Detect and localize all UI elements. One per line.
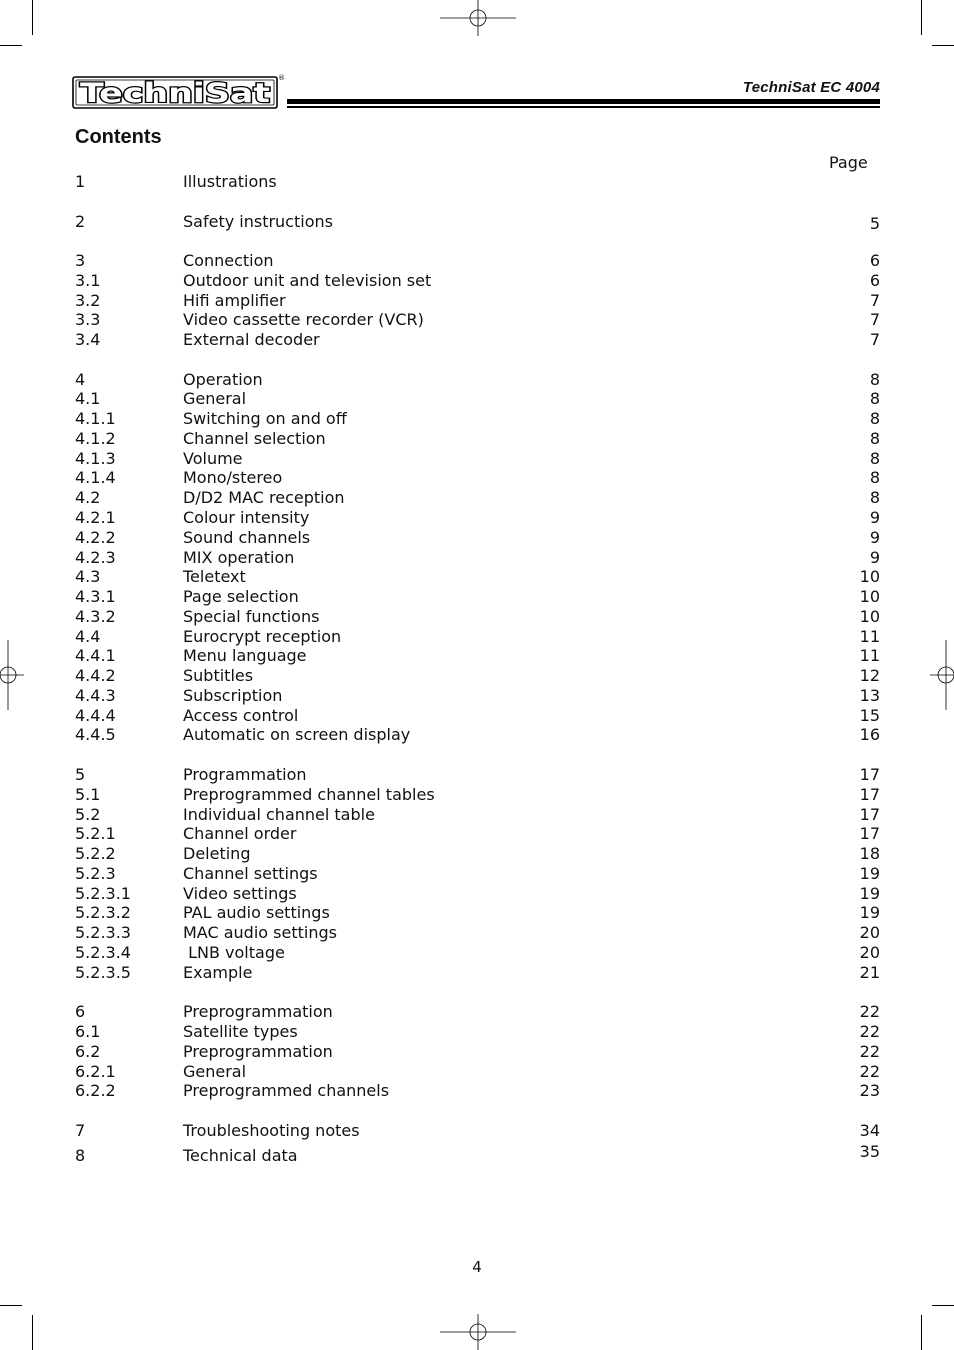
toc-entry-page: 19 xyxy=(859,903,880,922)
toc-entry-page: 20 xyxy=(859,923,880,942)
toc-entry-page: 35 xyxy=(859,1142,880,1161)
toc-entry-page: 13 xyxy=(859,686,880,705)
toc-entry-page: 15 xyxy=(859,706,880,725)
toc-entry-title: Page selection xyxy=(183,587,299,606)
toc-entry xyxy=(75,725,880,745)
toc-entry xyxy=(75,310,880,330)
toc-entry-page: 9 xyxy=(869,548,880,567)
toc-entry-number: 3.2 xyxy=(75,291,101,310)
toc-entry xyxy=(75,607,880,627)
toc-entry-number: 3.3 xyxy=(75,310,101,329)
crop-mark xyxy=(0,1305,22,1306)
toc-entry-page: 17 xyxy=(859,765,880,784)
toc-entry xyxy=(75,884,880,904)
registration-mark-icon xyxy=(930,640,954,710)
toc-entry xyxy=(75,271,880,291)
toc-entry-number: 5 xyxy=(75,765,86,784)
toc-entry xyxy=(75,567,880,587)
page-number: 4 xyxy=(472,1258,482,1276)
toc-entry xyxy=(75,1022,880,1042)
toc-entry-title: D/D2 MAC reception xyxy=(183,488,345,507)
toc-entry xyxy=(75,706,880,726)
toc-entry-number: 5.2.2 xyxy=(75,844,116,863)
toc-entry-title: Video settings xyxy=(183,884,297,903)
toc-entry-title: Colour intensity xyxy=(183,508,310,527)
toc-entry xyxy=(75,508,880,528)
toc-entry-number: 1 xyxy=(75,172,86,191)
toc-entry-title: Hifi amplifier xyxy=(183,291,286,310)
toc-entry-title: Individual channel table xyxy=(183,805,375,824)
toc-entry xyxy=(75,528,880,548)
toc-entry-title: Troubleshooting notes xyxy=(183,1121,360,1140)
toc-entry-number: 4.4.2 xyxy=(75,666,116,685)
toc-entry-title: PAL audio settings xyxy=(183,903,330,922)
toc-entry-page: 22 xyxy=(859,1022,880,1041)
toc-entry-page: 21 xyxy=(859,963,880,982)
crop-mark xyxy=(921,1315,922,1350)
toc-entry-page: 17 xyxy=(859,805,880,824)
toc-entry-number: 6.2.2 xyxy=(75,1081,116,1100)
toc-entry-page: 5 xyxy=(869,214,880,233)
technisat-logo xyxy=(72,74,285,110)
toc-entry-number: 6.1 xyxy=(75,1022,101,1041)
toc-entry xyxy=(75,330,880,350)
model-name: TechniSat EC 4004 xyxy=(742,79,880,96)
toc-entry-page: 8 xyxy=(869,429,880,448)
toc-entry-title: Preprogrammed channel tables xyxy=(183,785,435,804)
toc-entry-number: 3.1 xyxy=(75,271,101,290)
toc-entry-title: Channel settings xyxy=(183,864,318,883)
toc-entry xyxy=(75,212,880,232)
toc-entry-number: 5.2.3 xyxy=(75,864,116,883)
toc-entry-page: 10 xyxy=(859,587,880,606)
toc-entry-number: 4.1 xyxy=(75,389,101,408)
toc-entry xyxy=(75,370,880,390)
toc-entry-title: LNB voltage xyxy=(183,943,285,962)
toc-entry-title: Mono/stereo xyxy=(183,468,283,487)
toc-entry-number: 4.1.3 xyxy=(75,449,116,468)
svg-text:TechniSat: TechniSat xyxy=(80,78,271,109)
toc-entry-title: Preprogrammed channels xyxy=(183,1081,390,1100)
toc-entry xyxy=(75,548,880,568)
toc-entry-number: 6.2.1 xyxy=(75,1062,116,1081)
toc-entry-title: Access control xyxy=(183,706,299,725)
toc-entry-page: 8 xyxy=(869,389,880,408)
toc-entry-page: 18 xyxy=(859,844,880,863)
crop-mark xyxy=(32,1315,33,1350)
toc-entry xyxy=(75,923,880,943)
toc-entry-page: 10 xyxy=(859,607,880,626)
toc-entry-title: Preprogrammation xyxy=(183,1042,333,1061)
toc-entry-number: 4.3.1 xyxy=(75,587,116,606)
toc-entry xyxy=(75,449,880,469)
crop-mark xyxy=(32,0,33,35)
toc-entry-title: Teletext xyxy=(183,567,246,586)
toc-entry-number: 2 xyxy=(75,212,86,231)
toc-entry-number: 4.1.4 xyxy=(75,468,116,487)
toc-entry xyxy=(75,686,880,706)
toc-entry-title: Programmation xyxy=(183,765,307,784)
toc-entry-page: 22 xyxy=(859,1042,880,1061)
toc-entry-page: 8 xyxy=(869,468,880,487)
toc-entry-page: 19 xyxy=(859,864,880,883)
toc-entry-page: 12 xyxy=(859,666,880,685)
toc-entry xyxy=(75,429,880,449)
toc-entry xyxy=(75,172,880,192)
toc-entry-page: 22 xyxy=(859,1062,880,1081)
toc-entry-page: 9 xyxy=(869,508,880,527)
registration-mark-icon xyxy=(440,1314,516,1350)
toc-entry-number: 5.2.3.3 xyxy=(75,923,131,942)
toc-entry-page: 7 xyxy=(869,330,880,349)
toc-entry xyxy=(75,1042,880,1062)
toc-entry-number: 5.2.1 xyxy=(75,824,116,843)
toc-entry-page: 8 xyxy=(869,449,880,468)
toc-entry-number: 5.1 xyxy=(75,785,101,804)
toc-entry-page: 17 xyxy=(859,824,880,843)
toc-entry-title: Technical data xyxy=(183,1146,298,1165)
toc-entry xyxy=(75,1062,880,1082)
toc-entry xyxy=(75,587,880,607)
toc-entry-number: 4.2.3 xyxy=(75,548,116,567)
toc-entry-title: General xyxy=(183,389,247,408)
toc-entry-title: Outdoor unit and television set xyxy=(183,271,432,290)
toc-entry-page: 8 xyxy=(869,370,880,389)
toc-entry xyxy=(75,903,880,923)
toc-entry xyxy=(75,824,880,844)
toc-entry-title: Automatic on screen display xyxy=(183,725,411,744)
crop-mark xyxy=(932,45,954,46)
header-rule xyxy=(287,99,880,104)
crop-mark xyxy=(0,45,22,46)
toc-entry-page: 6 xyxy=(869,251,880,270)
toc-entry xyxy=(75,1081,880,1101)
toc-entry-title: Subtitles xyxy=(183,666,254,685)
toc-entry-title: MAC audio settings xyxy=(183,923,337,942)
toc-entry-number: 4.3.2 xyxy=(75,607,116,626)
toc-entry-title: Example xyxy=(183,963,253,982)
toc-entry xyxy=(75,627,880,647)
toc-entry xyxy=(75,864,880,884)
toc-entry xyxy=(75,1121,880,1141)
page-title: Contents xyxy=(75,126,162,148)
toc-entry-title: Sound channels xyxy=(183,528,311,547)
toc-entry-title: Illustrations xyxy=(183,172,277,191)
toc-entry-title: Switching on and off xyxy=(183,409,347,428)
toc-entry-page: 7 xyxy=(869,310,880,329)
toc-entry-page: 8 xyxy=(869,409,880,428)
toc-entry-number: 4.2.2 xyxy=(75,528,116,547)
toc-entry xyxy=(75,291,880,311)
toc-entry xyxy=(75,1142,880,1166)
toc-entry xyxy=(75,963,880,983)
toc-entry-page: 16 xyxy=(859,725,880,744)
toc-entry-title: Channel order xyxy=(183,824,297,843)
toc-entry-number: 5.2.3.2 xyxy=(75,903,131,922)
registration-mark-icon xyxy=(440,0,516,36)
toc-entry xyxy=(75,468,880,488)
toc-entry xyxy=(75,765,880,785)
toc-entry-number: 4.4.3 xyxy=(75,686,116,705)
toc-entry-number: 5.2.3.4 xyxy=(75,943,131,962)
toc-entry-number: 5.2.3.1 xyxy=(75,884,131,903)
toc-entry-number: 4.4.4 xyxy=(75,706,116,725)
toc-entry-title: Special functions xyxy=(183,607,320,626)
svg-text:®: ® xyxy=(278,74,285,82)
toc-entry-page: 11 xyxy=(859,646,880,665)
toc-entry-title: Operation xyxy=(183,370,263,389)
toc-entry-title: Deleting xyxy=(183,844,251,863)
toc-entry-number: 4.4.5 xyxy=(75,725,116,744)
crop-mark xyxy=(921,0,922,35)
crop-mark xyxy=(932,1305,954,1306)
toc-entry xyxy=(75,488,880,508)
toc-entry-page: 34 xyxy=(859,1121,880,1140)
toc-entry-title: Satellite types xyxy=(183,1022,298,1041)
toc-entry-page: 8 xyxy=(869,488,880,507)
toc-entry xyxy=(75,409,880,429)
toc-entry-page: 23 xyxy=(859,1081,880,1100)
toc-entry-number: 6.2 xyxy=(75,1042,101,1061)
toc-entry-page: 6 xyxy=(869,271,880,290)
toc-entry-number: 3 xyxy=(75,251,86,270)
toc-entry-page: 22 xyxy=(859,1002,880,1021)
toc-entry-page: 19 xyxy=(859,884,880,903)
toc-entry-title: External decoder xyxy=(183,330,320,349)
toc-entry-page: 10 xyxy=(859,567,880,586)
toc-entry-title: Volume xyxy=(183,449,243,468)
toc-entry-number: 6 xyxy=(75,1002,86,1021)
toc-entry-number: 7 xyxy=(75,1121,86,1140)
toc-entry xyxy=(75,646,880,666)
toc-entry-number: 4.4 xyxy=(75,627,101,646)
toc-entry-title: Preprogrammation xyxy=(183,1002,333,1021)
toc-entry xyxy=(75,844,880,864)
toc-entry-page: 17 xyxy=(859,785,880,804)
toc-entry-number: 4 xyxy=(75,370,86,389)
toc-entry-title: General xyxy=(183,1062,247,1081)
toc-entry-number: 5.2 xyxy=(75,805,101,824)
toc-entry-title: Video cassette recorder (VCR) xyxy=(183,310,424,329)
toc-entry-title: Eurocrypt reception xyxy=(183,627,342,646)
toc-entry xyxy=(75,1002,880,1022)
page-column-label: Page xyxy=(829,153,868,172)
toc-entry-page: 20 xyxy=(859,943,880,962)
toc-entry-title: Safety instructions xyxy=(183,212,333,231)
toc-entry xyxy=(75,666,880,686)
toc-entry-title: Connection xyxy=(183,251,274,270)
toc-entry-number: 4.2.1 xyxy=(75,508,116,527)
toc-entry-title: Channel selection xyxy=(183,429,326,448)
toc-entry xyxy=(75,943,880,963)
toc-entry xyxy=(75,251,880,271)
toc-entry-number: 4.4.1 xyxy=(75,646,116,665)
toc-entry xyxy=(75,785,880,805)
toc-entry-page: 11 xyxy=(859,627,880,646)
toc-entry-title: Menu language xyxy=(183,646,307,665)
header-rule-thin xyxy=(287,106,880,108)
toc-entry-number: 5.2.3.5 xyxy=(75,963,131,982)
toc-entry-title: MIX operation xyxy=(183,548,295,567)
toc-entry-page: 7 xyxy=(869,291,880,310)
toc-entry-number: 4.3 xyxy=(75,567,101,586)
toc-entry xyxy=(75,805,880,825)
registration-mark-icon xyxy=(0,640,24,710)
toc-entry-number: 3.4 xyxy=(75,330,101,349)
toc-entry-number: 8 xyxy=(75,1146,86,1165)
toc-entry-page: 9 xyxy=(869,528,880,547)
toc-entry xyxy=(75,389,880,409)
toc-entry-number: 4.2 xyxy=(75,488,101,507)
toc-entry-number: 4.1.2 xyxy=(75,429,116,448)
toc-entry-title: Subscription xyxy=(183,686,283,705)
toc-entry-number: 4.1.1 xyxy=(75,409,116,428)
